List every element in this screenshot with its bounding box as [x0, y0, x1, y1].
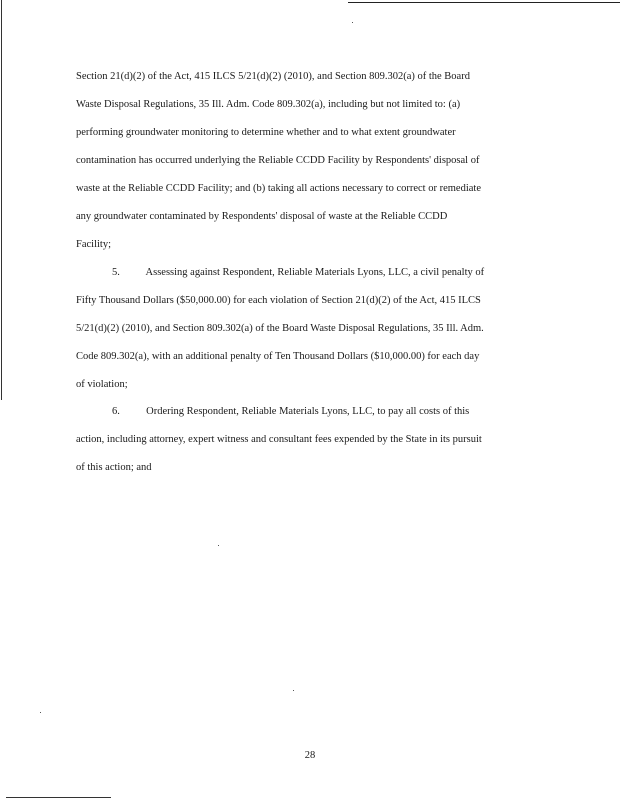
body-text-line: Facility;	[76, 239, 111, 250]
body-text-line: Waste Disposal Regulations, 35 Ill. Adm. Code 809.302(a), including but not limited to: (a)	[76, 99, 461, 110]
scan-edge-line	[6, 797, 111, 798]
body-text-line: of violation;	[76, 379, 128, 390]
body-text-line: performing groundwater monitoring to determine whether and to what extent groundwater	[76, 127, 456, 138]
body-text-line: of this action; and	[76, 462, 152, 473]
scan-speck	[293, 690, 294, 691]
scan-speck	[352, 22, 353, 23]
scan-speck	[218, 545, 219, 546]
body-text-line: waste at the Reliable CCDD Facility; and (b) taking all actions necessary to correct or remediate	[76, 183, 481, 194]
body-text-line: any groundwater contaminated by Respondents' disposal of waste at the Reliable CCDD	[76, 211, 448, 222]
body-text-line: contamination has occurred underlying the Reliable CCDD Facility by Respondents' disposal of	[76, 155, 480, 166]
scan-edge-line	[1, 0, 2, 400]
paragraph-5-first-line: 5. Assessing against Respondent, Reliable Materials Lyons, LLC, a civil penalty of	[112, 267, 485, 278]
body-text-line: action, including attorney, expert witness and consultant fees expended by the State in its pursuit	[76, 434, 482, 445]
scan-edge-line	[348, 2, 620, 3]
scan-speck	[40, 712, 41, 713]
body-text-line: Section 21(d)(2) of the Act, 415 ILCS 5/21(d)(2) (2010), and Section 809.302(a) of the Board	[76, 71, 470, 82]
body-text-line: Fifty Thousand Dollars ($50,000.00) for each violation of Section 21(d)(2) of the Act, 415 ILCS	[76, 295, 481, 306]
body-text-line: 5/21(d)(2) (2010), and Section 809.302(a) of the Board Waste Disposal Regulations, 35 Ill. Adm.	[76, 323, 484, 334]
paragraph-6-first-line: 6. Ordering Respondent, Reliable Materials Lyons, LLC, to pay all costs of this	[112, 406, 470, 417]
body-text-line: Code 809.302(a), with an additional penalty of Ten Thousand Dollars ($10,000.00) for each day	[76, 351, 480, 362]
page-number: 28	[304, 750, 316, 761]
